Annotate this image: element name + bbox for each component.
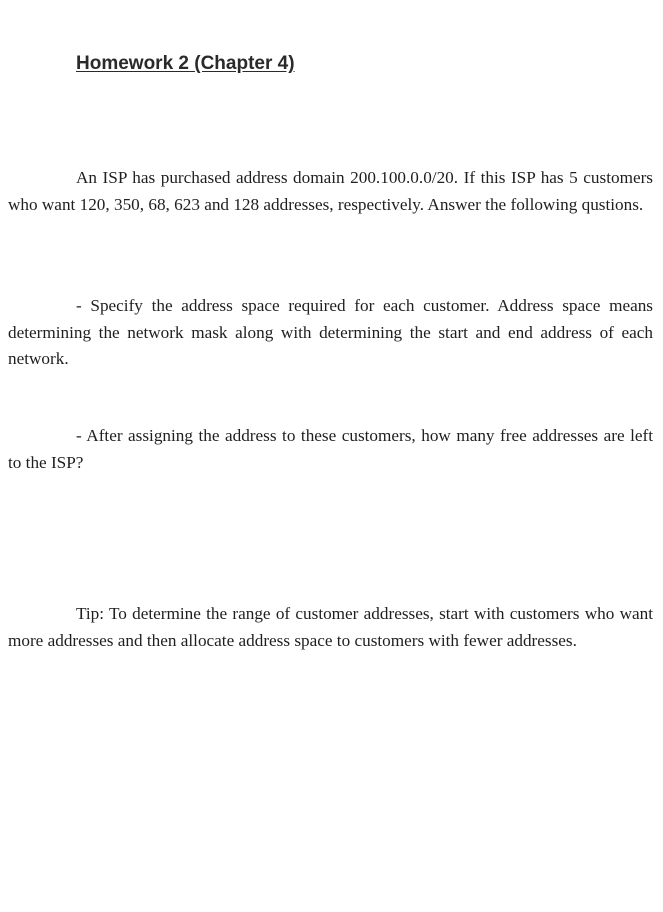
- tip-paragraph: Tip: To determine the range of customer addresses, start with customers who want more addresses and then allocate address space to customers with fewer addresses.: [8, 604, 653, 650]
- question-2-paragraph: - After assigning the address to these customers, how many free addresses are left to the ISP?: [8, 426, 653, 472]
- intro-paragraph: An ISP has purchased address domain 200.100.0.0/20. If this ISP has 5 customers who want 120, 350, 68, 623 and 128 addresses, respectively. Answer the following qustions.: [8, 168, 653, 214]
- question-1-paragraph: - Specify the address space required for each customer. Address space means determining the network mask along with determining the start and end address of each network.: [8, 296, 653, 368]
- page-title: Homework 2 (Chapter 4): [76, 53, 295, 74]
